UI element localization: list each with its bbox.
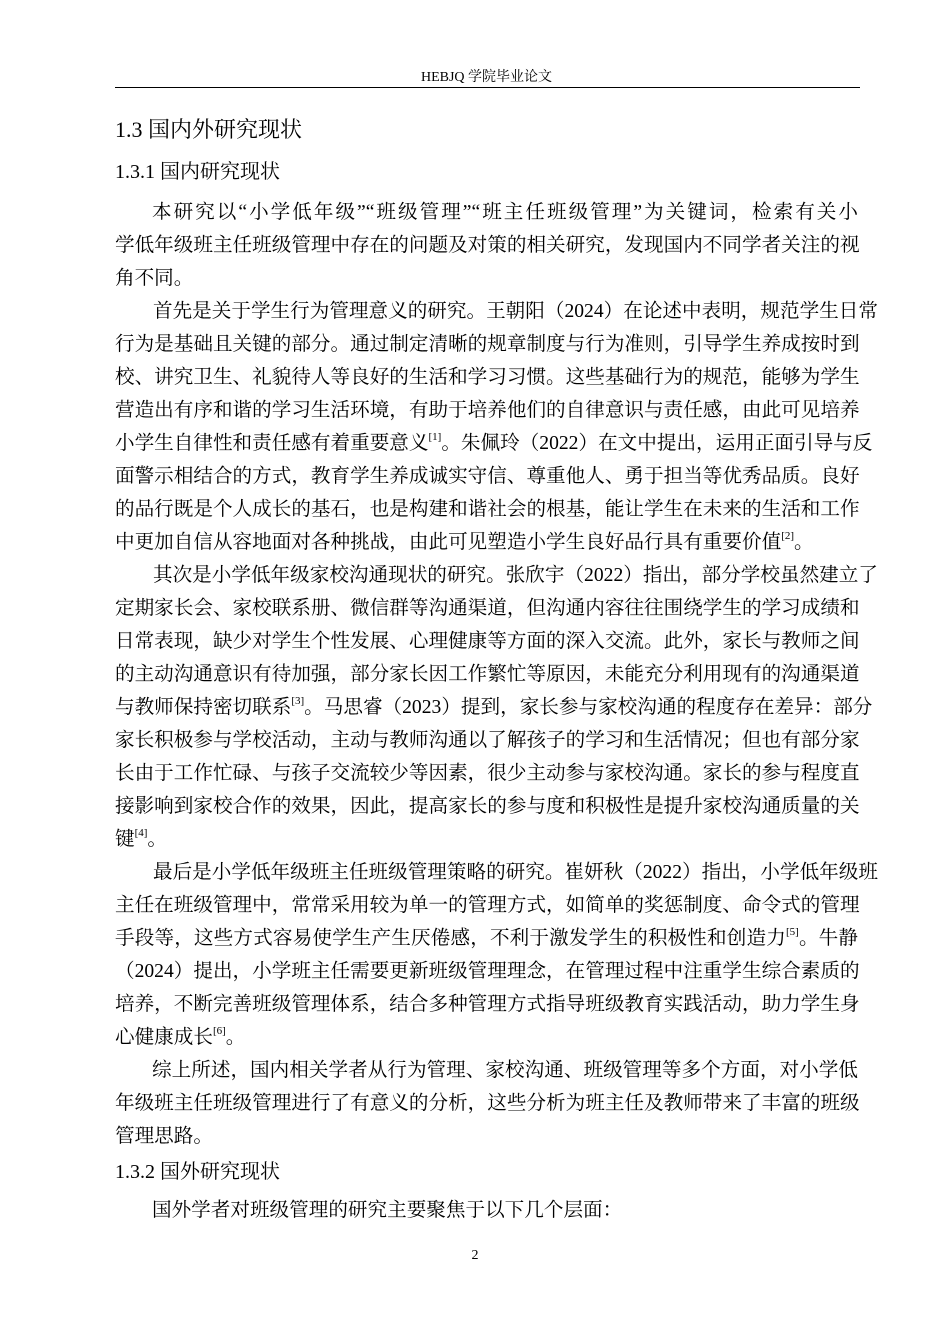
line-text: 其次是小学低年级家校沟通现状的研究。张欣宇（2022）指出，部分学校虽然建立了 [153,565,878,586]
line-text: 的品行既是个人成长的基石，也是构建和谐社会的根基，能让学生在未来的生活和工作 [115,499,860,520]
text-line [115,262,858,295]
text-line [115,922,858,955]
line-text: 中更加自信从容地面对各种挑战，由此可见塑造小学生良好品行具有重要价值 [115,532,782,553]
text-line [115,691,873,724]
text-line [115,1054,858,1087]
line-text: 。 [225,1027,246,1048]
citation-reference[interactable]: [6] [212,1025,226,1037]
text-line [115,1021,858,1054]
text-line [115,196,858,229]
text-line [115,559,878,592]
page-number: 2 [471,1248,479,1263]
foreign-research-intro: 国外学者对班级管理的研究主要聚焦于以下几个层面： [152,1200,623,1221]
domestic-research-body [115,196,878,1153]
line-text: 键 [115,829,135,850]
line-text: 面警示相结合的方式，教育学生养成诚实守信、尊重他人、勇于担当等优秀品质。良好 [115,466,860,487]
line-text: 。朱佩玲（2022）在文中提出，运用正面引导与反 [441,433,873,454]
line-text: 校、讲究卫生、礼貌待人等良好的生活和学习习惯。这些基础行为的规范，能够为学生 [115,367,860,388]
paragraph [115,559,878,856]
text-line [115,394,858,427]
line-text: 小学生自律性和责任感有着重要意义 [115,433,429,454]
text-line [115,1120,858,1153]
text-line [115,856,878,889]
line-text: （2024）提出，小学班主任需要更新班级管理理念，在管理过程中注重学生综合素质的 [115,961,860,982]
text-line [115,229,858,262]
line-text: 学低年级班主任班级管理中存在的问题及对策的相关研究，发现国内不同学者关注的视 [115,235,860,256]
line-text: 接影响到家校合作的效果，因此，提高家长的参与度和积极性是提升家校沟通质量的关 [115,796,860,817]
line-text: 最后是小学低年级班主任班级管理策略的研究。崔妍秋（2022）指出，小学低年级班 [153,862,878,883]
paragraph [115,1054,858,1153]
text-line [115,658,858,691]
line-text: 年级班主任班级管理进行了有意义的分析，这些分析为班主任及教师带来了丰富的班级 [115,1093,860,1114]
line-text: 本研究以“小学低年级”“班级管理”“班主任班级管理”为关键词，检索有关小 [152,202,858,223]
text-line [115,790,858,823]
text-line [115,295,878,328]
line-text: 手段等，这些方式容易使学生产生厌倦感，不利于激发学生的积极性和创造力 [115,928,786,949]
heading-1-3-2: 1.3.2 国外研究现状 [115,1161,280,1183]
text-line [115,526,858,559]
line-text: 管理思路。 [115,1126,213,1147]
text-line [115,955,858,988]
line-text: 培养，不断完善班级管理体系，结合多种管理方式指导班级教育实践活动，助力学生身 [115,994,860,1015]
citation-reference[interactable]: [3] [291,695,305,707]
text-line [115,361,858,394]
text-line [115,823,858,856]
line-text: 长由于工作忙碌、与孩子交流较少等因素，很少主动参与家校沟通。家长的参与程度直 [115,763,860,784]
line-text: 定期家长会、家校联系册、微信群等沟通渠道，但沟通内容往往围绕学生的学习成绩和 [115,598,860,619]
line-text: 行为是基础且关键的部分。通过制定清晰的规章制度与行为准则，引导学生养成按时到 [115,334,860,355]
line-text: 首先是关于学生行为管理意义的研究。王朝阳（2024）在论述中表明，规范学生日常 [153,301,878,322]
heading-1-3-1: 1.3.1 国内研究现状 [115,161,280,183]
text-line [115,592,858,625]
line-text: 营造出有序和谐的学习生活环境，有助于培养他们的自律意识与责任感，由此可见培养 [115,400,860,421]
text-line [115,427,873,460]
line-text: 。牛静 [798,928,858,949]
paragraph [115,196,858,295]
citation-reference[interactable]: [2] [781,530,795,542]
line-text: 。 [794,532,814,553]
citation-reference[interactable]: [1] [428,431,442,443]
line-text: 。马思睿（2023）提到，家长参与家校沟通的程度存在差异：部分 [304,697,873,718]
line-text: 的主动沟通意识有待加强，部分家长因工作繁忙等原因，未能充分利用现有的沟通渠道 [115,664,860,685]
header-rule [115,87,860,88]
line-text: 心健康成长 [115,1027,213,1048]
text-line [115,625,858,658]
line-text: 家长积极参与学校活动，主动与教师沟通以了解孩子的学习和生活情况；但也有部分家 [115,730,860,751]
line-text: 日常表现，缺少对学生个性发展、心理健康等方面的深入交流。此外，家长与教师之间 [115,631,860,652]
line-text: 综上所述，国内相关学者从行为管理、家校沟通、班级管理等多个方面，对小学低 [152,1060,858,1081]
citation-reference[interactable]: [5] [785,926,799,938]
paragraph [115,856,878,1054]
text-line [115,493,858,526]
text-line [115,1087,858,1120]
line-text: 与教师保持密切联系 [115,697,292,718]
line-text: 主任在班级管理中，常常采用较为单一的管理方式，如简单的奖惩制度、命令式的管理 [115,895,860,916]
text-line [115,328,858,361]
line-text: 。 [147,829,168,850]
heading-1-3: 1.3 国内外研究现状 [115,117,303,142]
paragraph [115,295,878,559]
page-header: HEBJQ 学院毕业论文 [420,70,553,85]
line-text: 角不同。 [115,268,194,289]
text-line [115,889,858,922]
text-line [115,724,858,757]
citation-reference[interactable]: [4] [134,827,148,839]
text-line [115,757,858,790]
text-line [115,988,858,1021]
text-line [115,460,858,493]
